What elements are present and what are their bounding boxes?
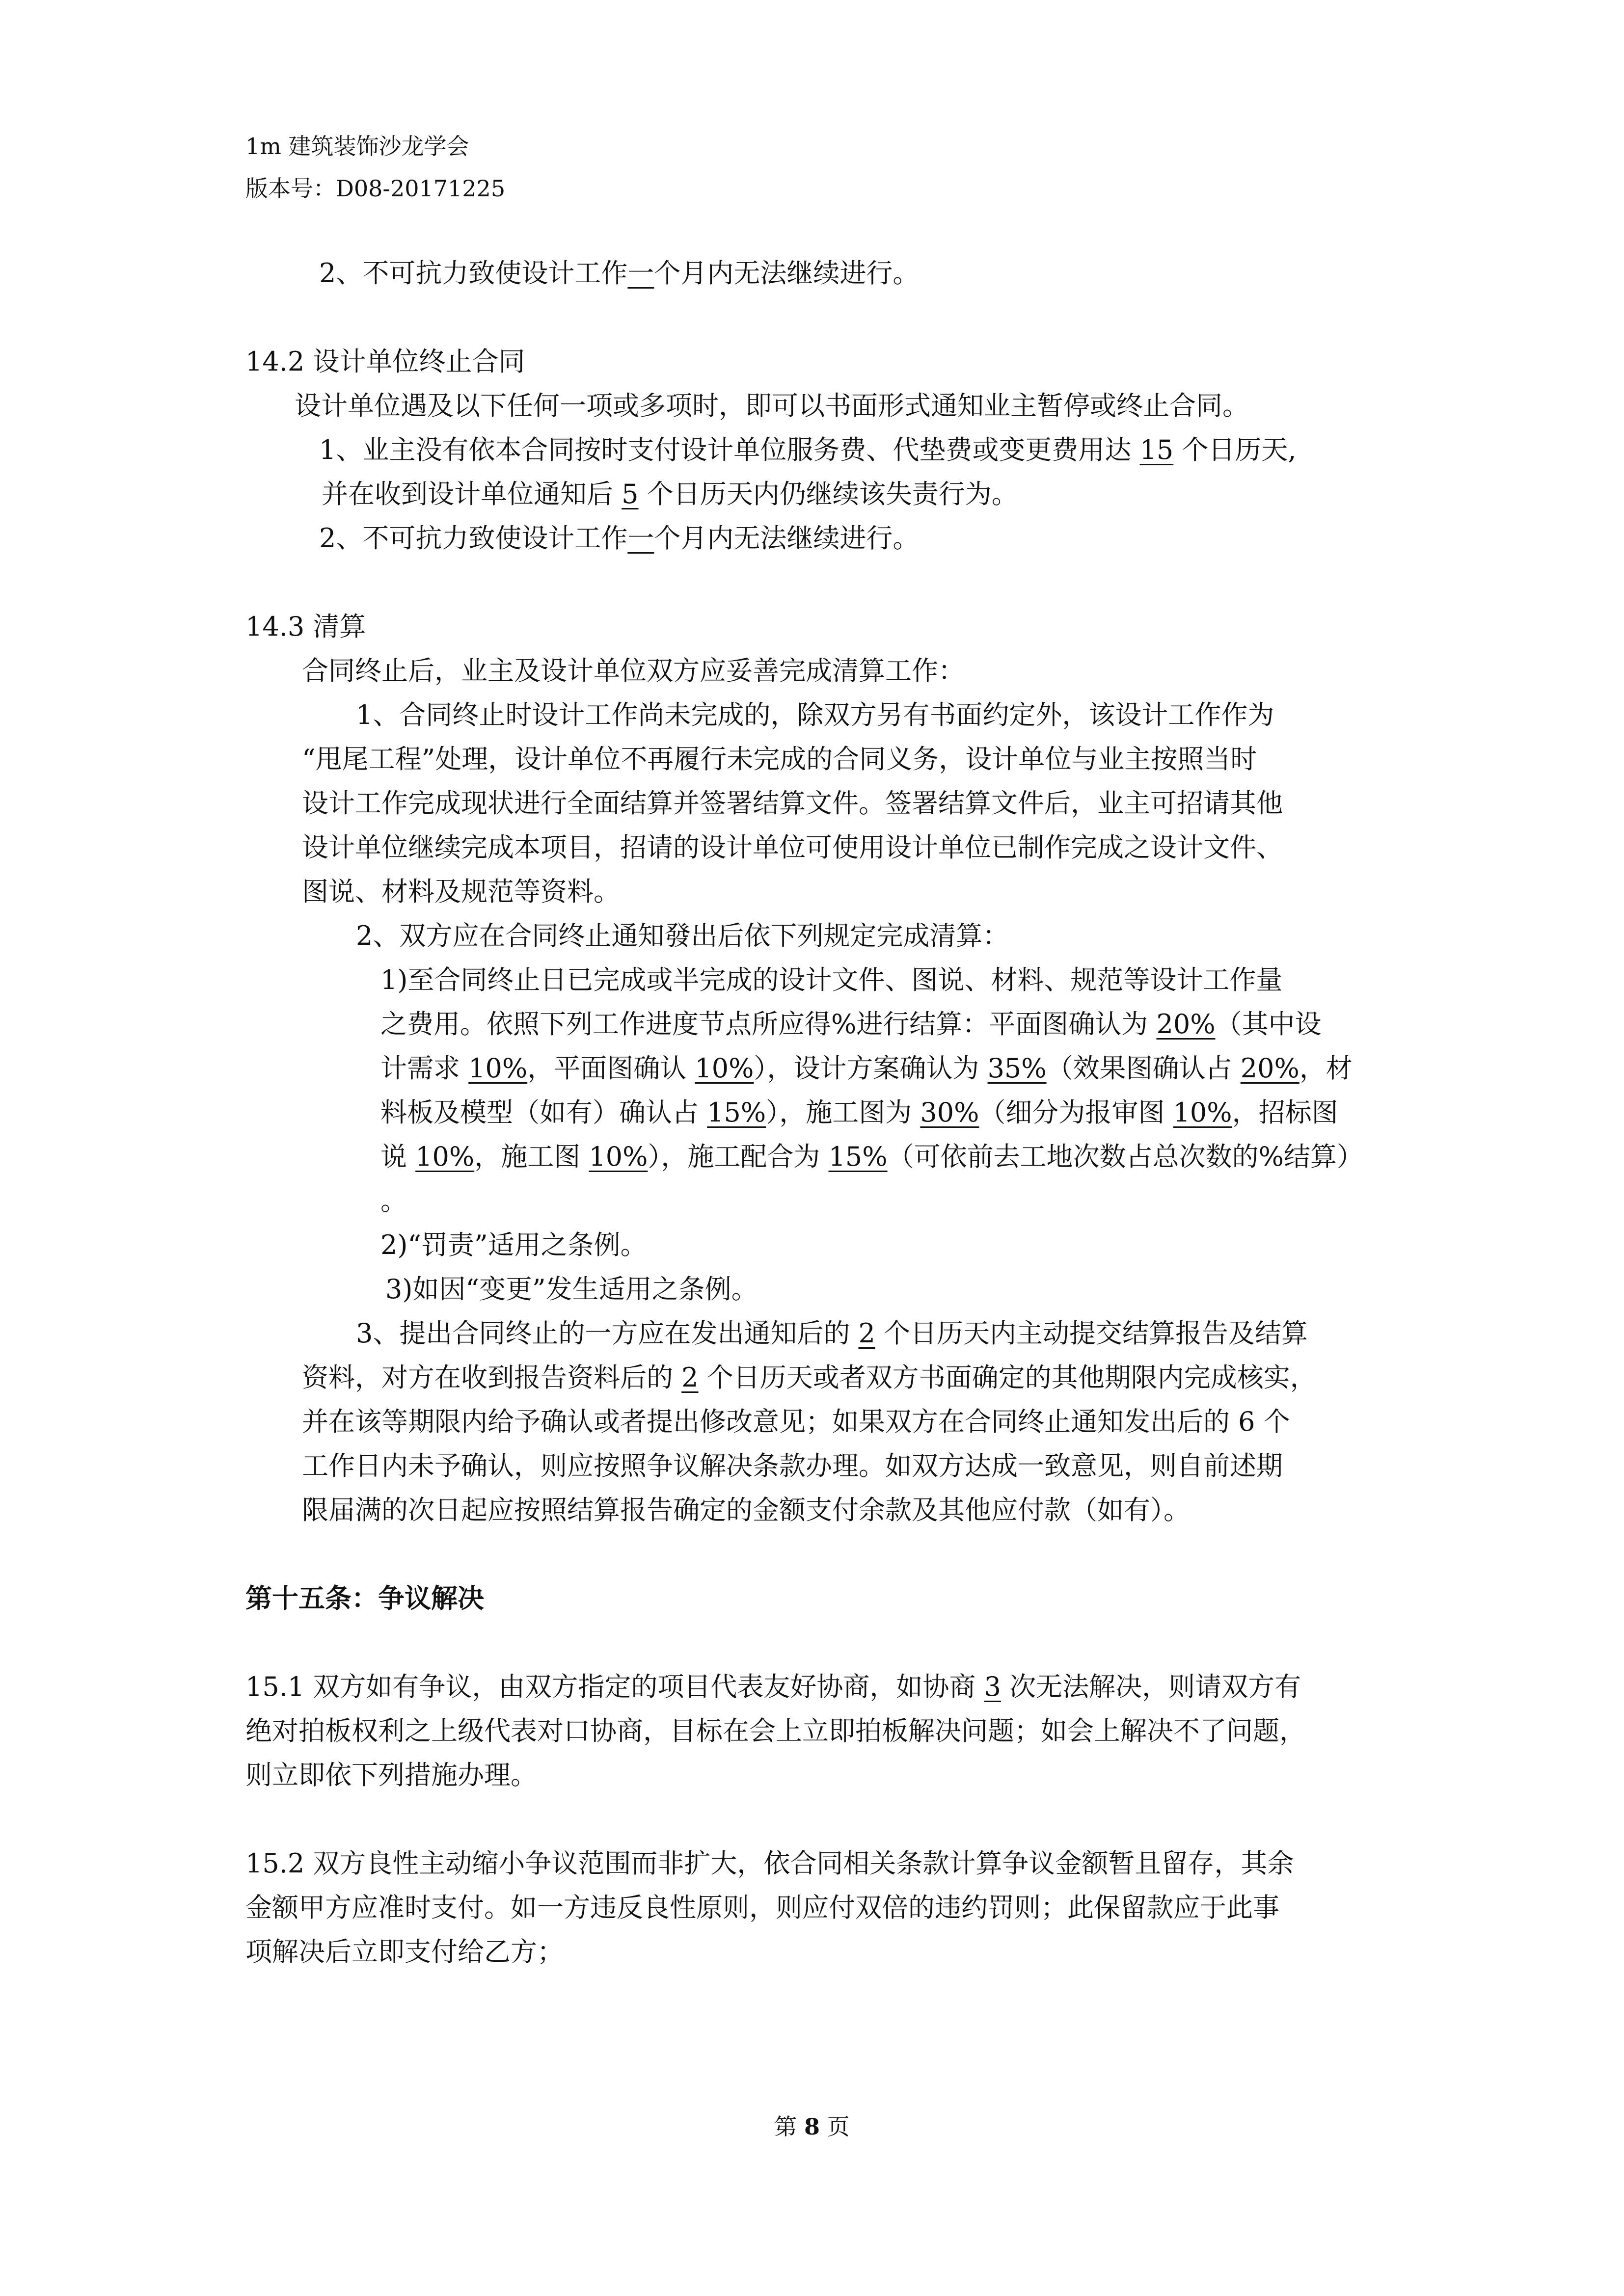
clause-14-2-item-2: 2、不可抗力致使设计工作一个月内无法继续进行。: [319, 523, 920, 554]
sub-item-1-line1: 1)至合同终止日已完成或半完成的设计文件、图说、材料、规范等设计工作量: [380, 964, 1283, 995]
clause-14-3-item-1-line5: 图说、材料及规范等资料。: [302, 876, 620, 907]
paragraph-14-2-intro: 设计单位遇及以下任何一项或多项时，即可以书面形式通知业主暂停或终止合同。: [295, 390, 1249, 421]
clause-14-3-item-3-line1: 3、提出合同终止的一方应在发出通知后的 2 个日历天内主动提交结算报告及结算: [356, 1318, 1308, 1349]
clause-15-2-line2: 金额甲方应准时支付。如一方违反良性原则，则应付双倍的违约罚则；此保留款应于此事: [245, 1892, 1279, 1923]
clause-14-3-item-1-line2: “甩尾工程”处理，设计单位不再履行未完成的合同义务，设计单位与业主按照当时: [302, 744, 1257, 774]
sub-item-3: 3)如因“变更”发生适用之条例。: [385, 1274, 758, 1305]
clause-14-3-item-3-line3: 并在该等期限内给予确认或者提出修改意见；如果双方在合同终止通知发出后的 6 个: [302, 1406, 1290, 1437]
header-version: 版本号：D08-20171225: [245, 175, 506, 202]
article-15-heading: 第十五条：争议解决: [245, 1583, 484, 1614]
heading-14-3: 14.3 清算: [245, 611, 366, 642]
clause-15-1-line1: 15.1 双方如有争议，由双方指定的项目代表友好协商，如协商 3 次无法解决，则请双方有: [245, 1671, 1301, 1702]
paragraph-14-3-intro: 合同终止后，业主及设计单位双方应妥善完成清算工作：: [302, 655, 965, 686]
clause-15-1-line2: 绝对拍板权利之上级代表对口协商，目标在会上立即拍板解决问题；如会上解决不了问题，: [245, 1715, 1306, 1746]
clause-15-2-line3: 项解决后立即支付给乙方；: [245, 1936, 564, 1967]
sub-item-1-line5: 说 10%，施工图 10%），施工配合为 15%（可依前去工地次数占总次数的%结算）: [380, 1141, 1363, 1172]
clause-14-3-item-1-line3: 设计工作完成现状进行全面结算并签署结算文件。签署结算文件后，业主可招请其他: [302, 788, 1283, 819]
clause-14-1-item-2: 2、不可抗力致使设计工作一个月内无法继续进行。: [319, 258, 920, 289]
sub-item-2: 2)“罚责”适用之条例。: [380, 1229, 647, 1260]
sub-item-1-line4: 料板及模型（如有）确认占 15%），施工图为 30%（细分为报审图 10%，招标图: [380, 1097, 1338, 1128]
clause-14-3-item-3-line5: 限届满的次日起应按照结算报告确定的金额支付余款及其他应付款（如有）。: [302, 1495, 1190, 1525]
page-number: 8: [804, 2113, 820, 2140]
clause-14-3-item-1-line1: 1、合同终止时设计工作尚未完成的，除双方另有书面约定外，该设计工作作为: [356, 699, 1274, 730]
clause-14-3-item-1-line4: 设计单位继续完成本项目，招请的设计单位可使用设计单位已制作完成之设计文件、: [302, 832, 1283, 863]
clause-14-3-item-2: 2、双方应在合同终止通知發出后依下列规定完成清算：: [356, 920, 1009, 951]
clause-14-2-item-1-line1: 1、业主没有依本合同按时支付设计单位服务费、代垫费或变更费用达 15 个日历天,: [319, 434, 1297, 465]
sub-item-1-line2: 之费用。依照下列工作进度节点所应得%进行结算：平面图确认为 20%（其中设: [380, 1009, 1322, 1040]
sub-item-1-line6: 。: [380, 1185, 407, 1216]
heading-14-2: 14.2 设计单位终止合同: [245, 346, 525, 377]
clause-14-3-item-3-line2: 资料，对方在收到报告资料后的 2 个日历天或者双方书面确定的其他期限内完成核实，: [302, 1362, 1317, 1393]
clause-15-2-line1: 15.2 双方良性主动缩小争议范围而非扩大，依合同相关条款计算争议金额暂且留存，其余: [245, 1848, 1294, 1879]
header-org: 1m 建筑装饰沙龙学会: [245, 133, 469, 160]
clause-15-1-line3: 则立即依下列措施办理。: [245, 1760, 537, 1790]
clause-14-3-item-3-line4: 工作日内未予确认，则应按照争议解决条款办理。如双方达成一致意见，则自前述期: [302, 1450, 1283, 1481]
clause-14-2-item-1-line2: 并在收到设计单位通知后 5 个日历天内仍继续该失责行为。: [322, 479, 1018, 509]
sub-item-1-line3: 计需求 10%，平面图确认 10%），设计方案确认为 35%（效果图确认占 20%，材: [380, 1053, 1353, 1084]
page-number-footer: 第 8 页: [774, 2113, 850, 2140]
